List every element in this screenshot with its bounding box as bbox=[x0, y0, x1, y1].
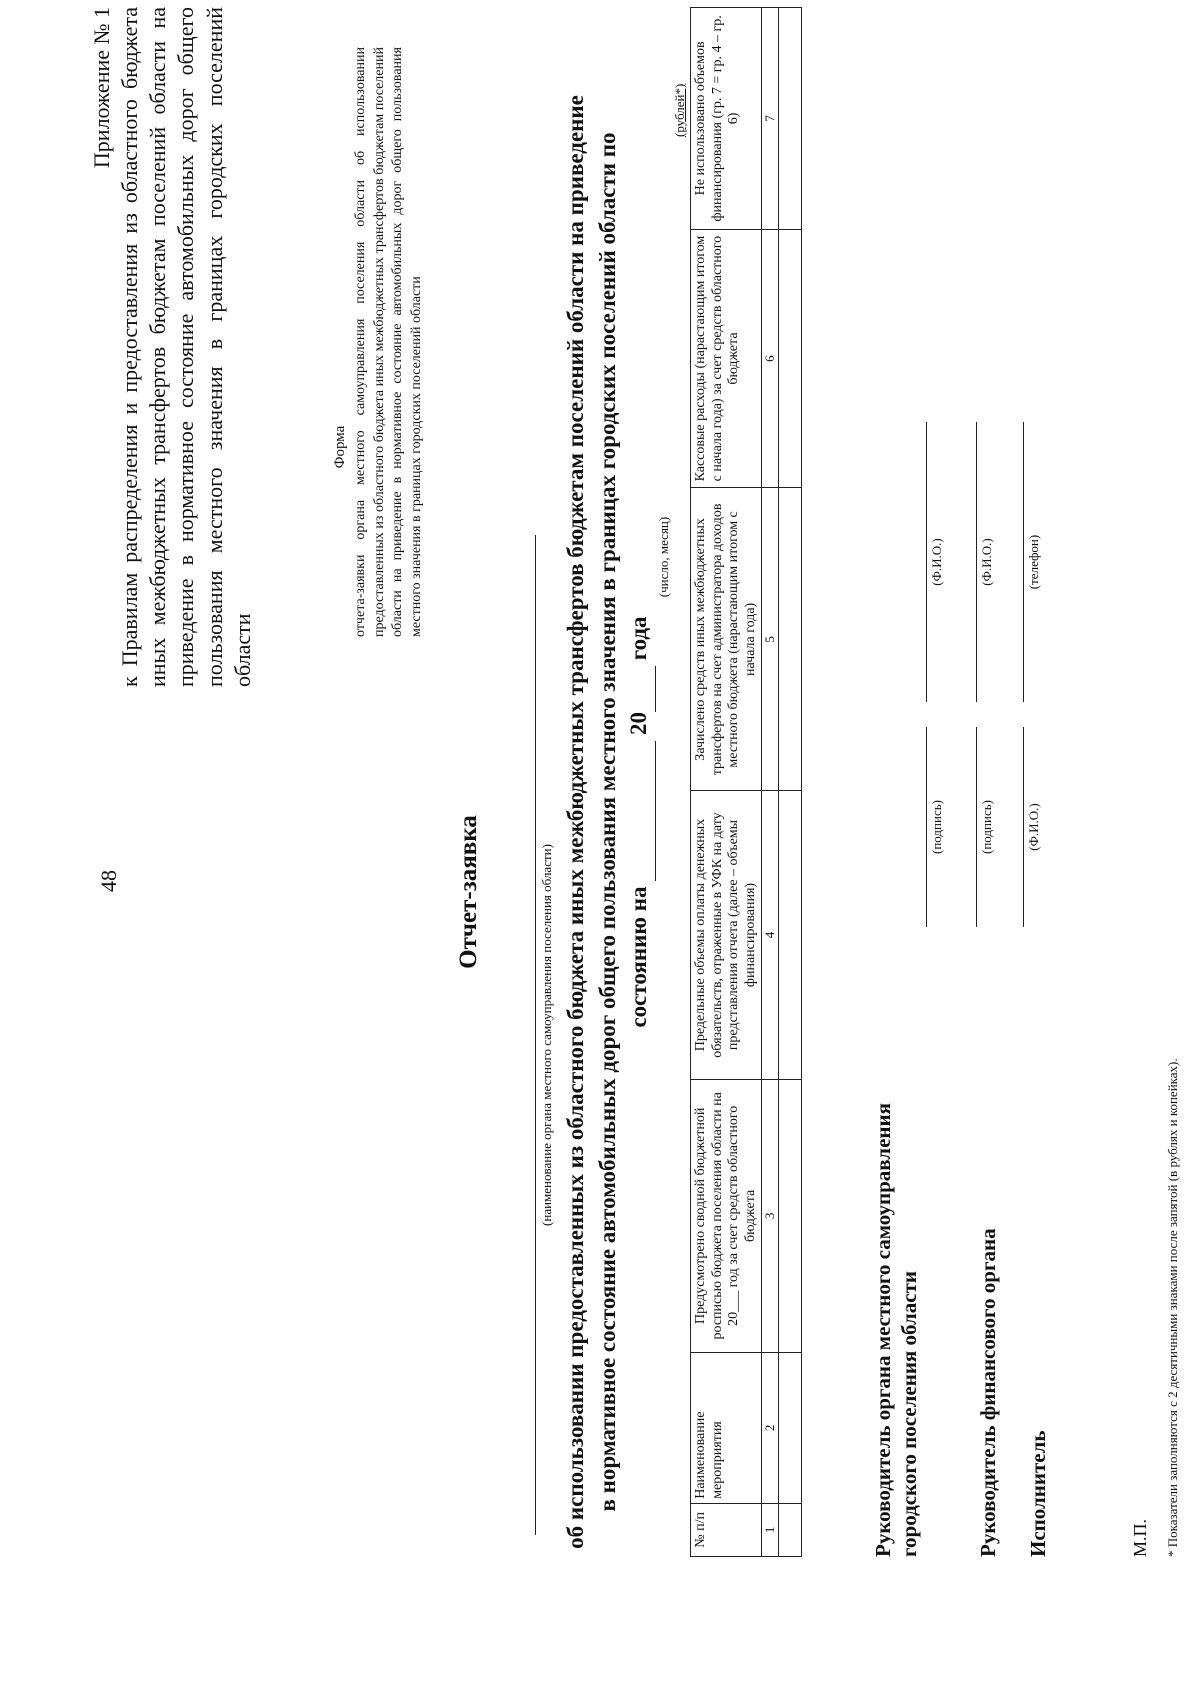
fio-line[interactable] bbox=[976, 422, 977, 702]
appendix-title: Приложение № 1 bbox=[89, 7, 114, 169]
column-number: 7 bbox=[762, 8, 779, 230]
table-cell[interactable] bbox=[779, 229, 802, 488]
year-suffix: года bbox=[626, 616, 652, 661]
signature-caption: (подпись) bbox=[979, 800, 994, 854]
signature-line[interactable] bbox=[926, 727, 927, 927]
column-number: 3 bbox=[762, 1079, 779, 1352]
report-table bbox=[690, 7, 802, 1557]
table-cell[interactable] bbox=[779, 8, 802, 230]
header-cell-expenses: Кассовые расходы (нарастающим итогом с начала года) за счет средств областного бюджета bbox=[691, 229, 762, 488]
report-subtitle bbox=[560, 87, 656, 1557]
column-number: 6 bbox=[762, 229, 779, 488]
page-number: 48 bbox=[96, 870, 121, 892]
fio-caption: (Ф.И.О.) bbox=[1026, 803, 1041, 851]
date-caption: (число, месяц) bbox=[656, 516, 671, 598]
year-prefix: 20 bbox=[626, 712, 652, 736]
table-cell[interactable] bbox=[779, 1079, 802, 1352]
column-number: 4 bbox=[762, 791, 779, 1079]
table-header-row bbox=[691, 8, 762, 1557]
subtitle-text: об использовании предоставленных из областного бюджета иных межбюджетных трансфертов бюджетам поселений области на приведение в нормативное состояние автомобильных дорог общего пользования местного значения в границах городских поселений области по состоянию на bbox=[563, 95, 652, 1549]
date-blank bbox=[623, 741, 656, 881]
column-number: 1 bbox=[762, 1503, 779, 1556]
header-cell-credited: Зачислено средств иных межбюджетных трансфертов на счет администратора доходов местного бюджета (нарастающим итогом с начала года) bbox=[691, 488, 762, 791]
organization-caption: (наименование органа местного самоуправления поселения области) bbox=[539, 844, 554, 1226]
table-cell[interactable] bbox=[779, 791, 802, 1079]
document-title: Отчет-заявка bbox=[455, 815, 482, 969]
column-number: 5 bbox=[762, 488, 779, 791]
header-cell-limits: Предельные объемы оплаты денежных обязательств, отраженные в УФК на дату представления отчета (далее – объемы финансирования) bbox=[691, 791, 762, 1079]
appendix-block bbox=[88, 7, 257, 687]
organization-name-line bbox=[535, 535, 536, 1535]
signature-finance-title: Руководитель финансового органа bbox=[976, 1228, 1000, 1557]
forma-label: Форма bbox=[332, 425, 348, 469]
signature-caption: (подпись) bbox=[929, 800, 944, 854]
stamp-place-label: М.П. bbox=[1130, 1518, 1150, 1557]
column-number-row bbox=[762, 8, 779, 1557]
fio-line[interactable] bbox=[1023, 727, 1024, 927]
appendix-text: к Правилам распределения и предоставления из областного бюджета иных межбюджетных трансфертов бюджетам поселений области на приведение в нормативное состояние автомобильных дорог общего пользования местного значения в границах городских поселений области bbox=[117, 7, 255, 687]
forma-text: отчета-заявки органа местного самоуправления поселения области об использовании предоставленных из областного бюджета иных межбюджетных трансфертов бюджетам поселений области на приведение в нормативное состояние автомобильных дорог общего пользования местного значения в границах городских поселений области bbox=[353, 47, 424, 637]
header-cell-planned: Предусмотрено сводной бюджетной росписью бюджета поселения области на 20___ год за счет средств областного бюджета bbox=[691, 1079, 762, 1352]
table-cell[interactable] bbox=[779, 1503, 802, 1556]
header-cell-number: № п/п bbox=[691, 1503, 762, 1556]
fio-line[interactable] bbox=[926, 422, 927, 702]
signature-executor-title: Исполнитель bbox=[1026, 1430, 1050, 1557]
column-number: 2 bbox=[762, 1353, 779, 1504]
table-cell[interactable] bbox=[779, 1353, 802, 1504]
table-row bbox=[779, 8, 802, 1557]
fio-caption: (Ф.И.О.) bbox=[979, 538, 994, 586]
phone-line[interactable] bbox=[1023, 422, 1024, 702]
phone-caption: (телефон) bbox=[1026, 534, 1041, 590]
signature-line[interactable] bbox=[976, 727, 977, 927]
header-cell-unused: Не использовано объемов финансирования (гр. 7 = гр. 4 – гр. 6) bbox=[691, 8, 762, 230]
header-cell-name: Наименование мероприятия bbox=[691, 1353, 762, 1504]
table-cell[interactable] bbox=[779, 488, 802, 791]
year-blank bbox=[623, 666, 656, 712]
unit-label: (рублей*) bbox=[672, 83, 687, 137]
signature-head-title: Руководитель органа местного самоуправления городского поселения области bbox=[871, 1103, 922, 1557]
fio-caption: (Ф.И.О.) bbox=[929, 538, 944, 586]
footnote: * Показатели заполняются с 2 десятичными знаками после запятой (в рублях и копейках). bbox=[1165, 1058, 1180, 1557]
